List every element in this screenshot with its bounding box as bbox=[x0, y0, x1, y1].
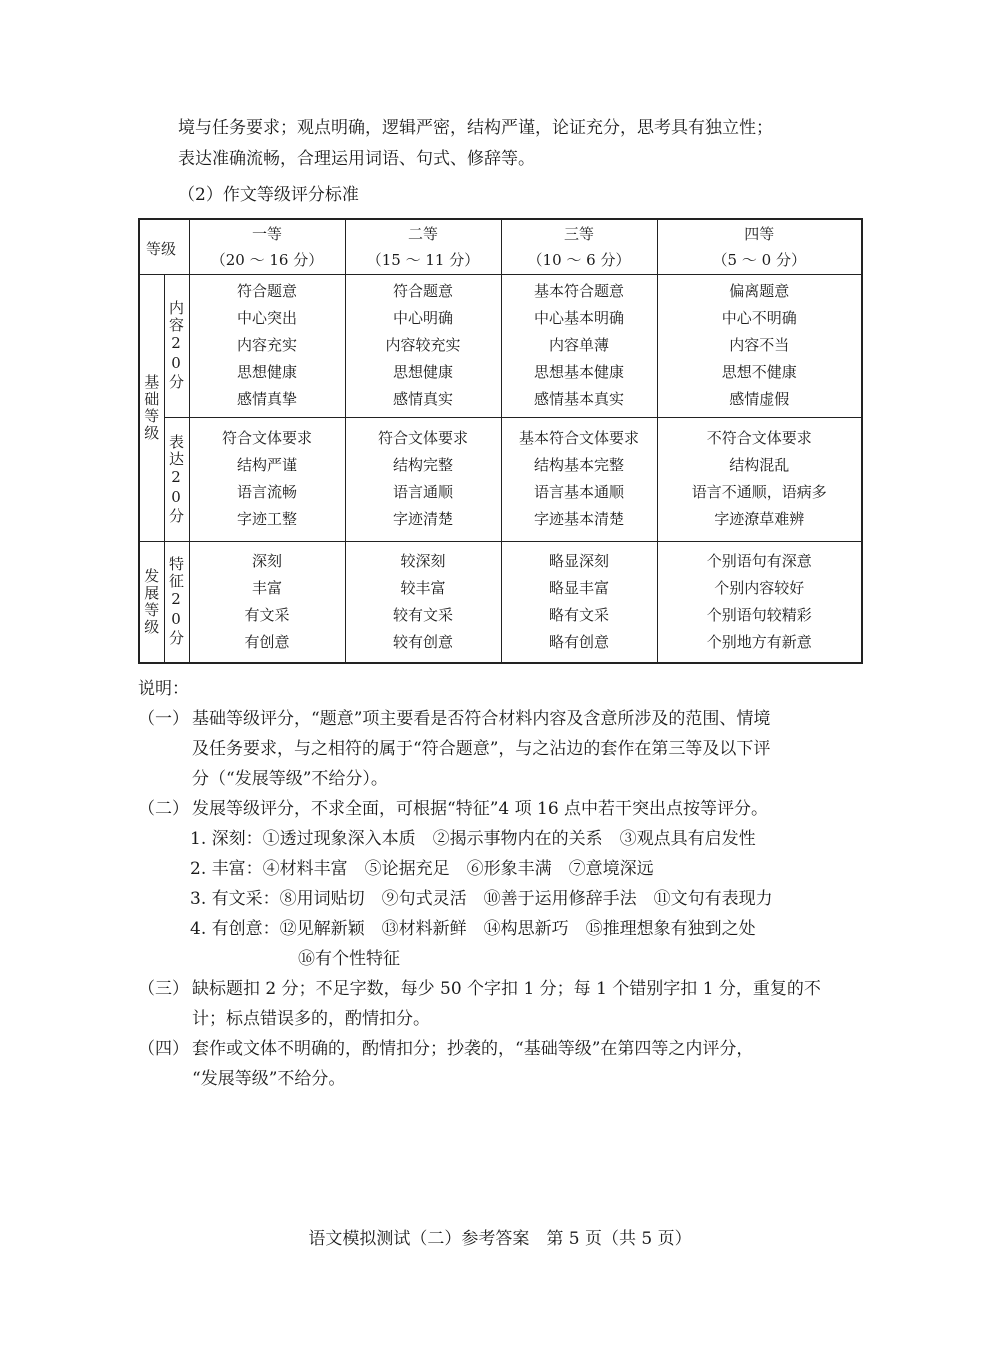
intro-line-2: 表达准确流畅，合理运用词语、句式、修辞等。 bbox=[178, 149, 535, 169]
table-row-expression bbox=[139, 417, 862, 541]
intro-line-1: 境与任务要求；观点明确，逻辑严密，结构严谨，论证充分，思考具有独立性； bbox=[178, 118, 773, 138]
table-cell: 略显深刻 略显丰富 略有文采 略有创意 bbox=[501, 541, 657, 663]
grade-header: 二等 （15 ～ 11 分） bbox=[345, 219, 501, 274]
table-header-row bbox=[139, 219, 862, 274]
grading-table bbox=[138, 218, 863, 664]
grade-header: 三等 （10 ～ 6 分） bbox=[501, 219, 657, 274]
sub-item: 4. 有创意：⑫见解新颖 ⑬材料新鲜 ⑭构思新巧 ⑮推理想象有独到之处 bbox=[190, 919, 756, 939]
table-row-content bbox=[139, 274, 862, 417]
table-cell: 符合题意 中心突出 内容充实 思想健康 感情真挚 bbox=[189, 274, 345, 417]
table-cell: 较深刻 较丰富 较有文采 较有创意 bbox=[345, 541, 501, 663]
sub-item: 1. 深刻：①透过现象深入本质 ②揭示事物内在的关系 ③观点具有启发性 bbox=[190, 829, 756, 849]
page-footer: 语文模拟测试（二）参考答案 第 5 页（共 5 页） bbox=[308, 1229, 692, 1249]
sub-item: 2. 丰富：④材料丰富 ⑤论据充足 ⑥形象丰满 ⑦意境深远 bbox=[190, 859, 654, 879]
basic-level-label: 基础等级 bbox=[139, 274, 164, 541]
sub-item: ⑯有个性特征 bbox=[298, 949, 400, 969]
table-cell: 符合题意 中心明确 内容较充实 思想健康 感情真实 bbox=[345, 274, 501, 417]
table-cell: 不符合文体要求 结构混乱 语言不通顺，语病多 字迹潦草难辨 bbox=[657, 417, 862, 541]
table-cell: 基本符合题意 中心基本明确 内容单薄 思想基本健康 感情基本真实 bbox=[501, 274, 657, 417]
note-tag: （三） bbox=[138, 979, 189, 999]
table-cell: 偏离题意 中心不明确 内容不当 思想不健康 感情虚假 bbox=[657, 274, 862, 417]
table-cell: 符合文体要求 结构严谨 语言流畅 字迹工整 bbox=[189, 417, 345, 541]
note-body: 发展等级评分，不求全面，可根据“特征”4 项 16 点中若干突出点按等评分。 bbox=[192, 799, 769, 819]
note-tag: （二） bbox=[138, 799, 189, 819]
note-tag: （一） bbox=[138, 709, 189, 729]
note-tag: （四） bbox=[138, 1039, 189, 1059]
table-cell: 基本符合文体要求 结构基本完整 语言基本通顺 字迹基本清楚 bbox=[501, 417, 657, 541]
sub-item: 3. 有文采：⑧用词贴切 ⑨句式灵活 ⑩善于运用修辞手法 ⑪文句有表现力 bbox=[190, 889, 773, 909]
section-title: （2）作文等级评分标准 bbox=[178, 185, 359, 205]
feature-label: 特征20分 bbox=[164, 541, 189, 663]
development-level-label: 发展等级 bbox=[139, 541, 164, 663]
table-cell: 符合文体要求 结构完整 语言通顺 字迹清楚 bbox=[345, 417, 501, 541]
notes-title: 说明： bbox=[138, 679, 189, 699]
content-label: 内容20分 bbox=[164, 274, 189, 417]
table-row-feature bbox=[139, 541, 862, 663]
table-cell: 深刻 丰富 有文采 有创意 bbox=[189, 541, 345, 663]
note-body: 套作或文体不明确的，酌情扣分；抄袭的，“基础等级”在第四等之内评分， “发展等级”不给分。 bbox=[192, 1039, 754, 1089]
grade-header: 四等 （5 ～ 0 分） bbox=[657, 219, 862, 274]
grade-header: 一等 （20 ～ 16 分） bbox=[189, 219, 345, 274]
table-corner: 等级 bbox=[139, 219, 189, 274]
table-cell: 个别语句有深意 个别内容较好 个别语句较精彩 个别地方有新意 bbox=[657, 541, 862, 663]
note-body: 缺标题扣 2 分；不足字数，每少 50 个字扣 1 分；每 1 个错别字扣 1 分，重复的不 计；标点错误多的，酌情扣分。 bbox=[192, 979, 821, 1029]
note-body: 基础等级评分，“题意”项主要看是否符合材料内容及含意所涉及的范围、情境 及任务要求，与之相符的属于“符合题意”，与之沾边的套作在第三等及以下评 分（“发展等级”不给分）。 bbox=[192, 709, 771, 789]
expression-label: 表达20分 bbox=[164, 417, 189, 541]
